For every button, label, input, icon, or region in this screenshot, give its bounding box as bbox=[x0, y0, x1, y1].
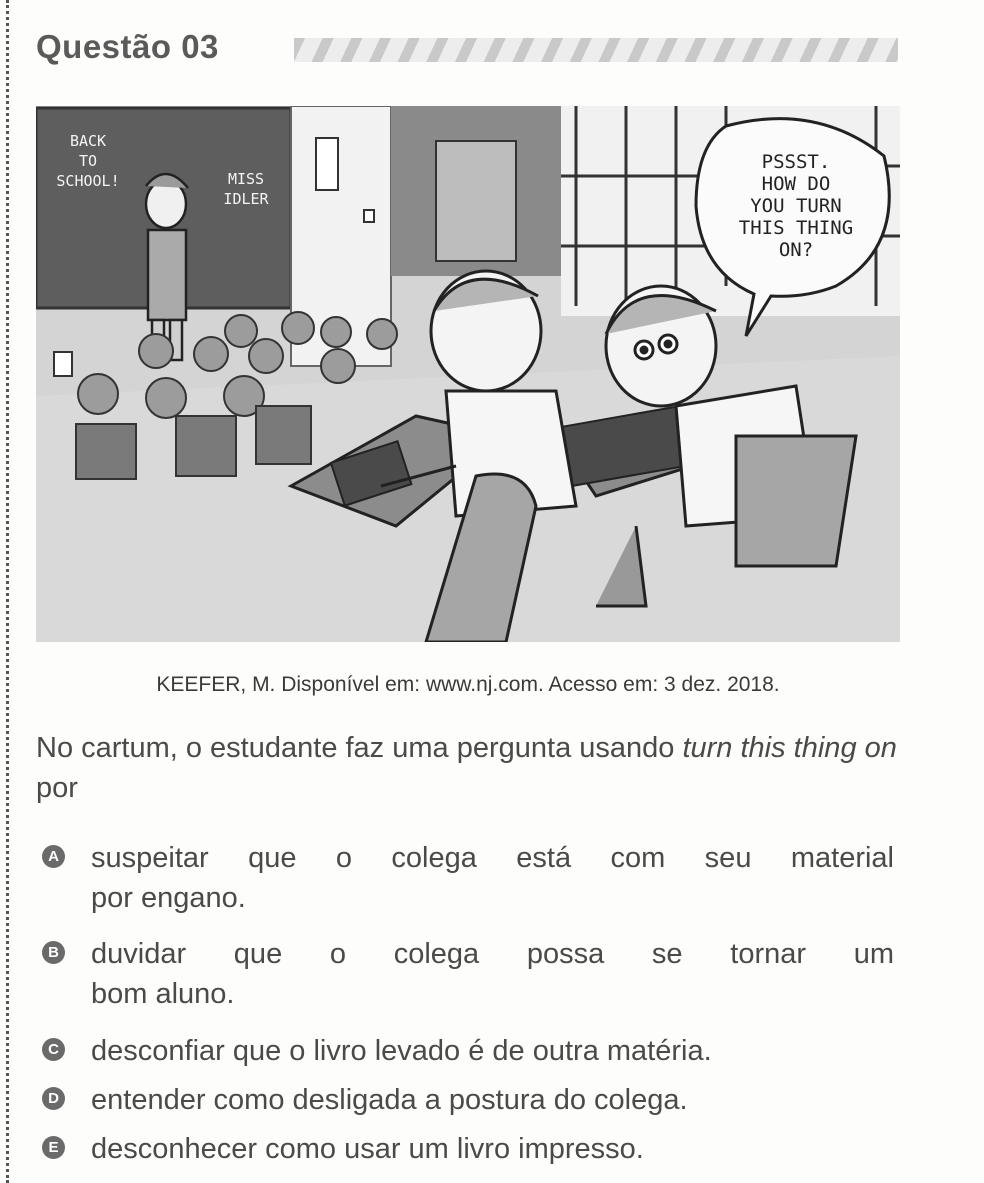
option-e[interactable] bbox=[36, 1129, 900, 1169]
option-c[interactable] bbox=[36, 1031, 900, 1071]
board-left-line-3: SCHOOL! bbox=[56, 172, 120, 190]
option-a-text bbox=[91, 838, 894, 918]
prompt-text: No cartum, o estudante faz uma pergunta usando bbox=[36, 732, 683, 764]
option-e-text: desconhecer como usar um livro impresso. bbox=[91, 1133, 644, 1165]
dotted-margin-line bbox=[6, 0, 9, 1183]
option-b-text bbox=[91, 934, 894, 1014]
option-b-line-1: duvidar que o colega possa se tornar um bbox=[91, 938, 894, 970]
bubble-line-2: HOW DO bbox=[761, 173, 831, 195]
cartoon-source-citation: KEEFER, M. Disponível em: www.nj.com. Acesso em: 3 dez. 2018. bbox=[156, 673, 780, 696]
option-b-letter-icon: B bbox=[42, 941, 65, 964]
bubble-line-5: ON? bbox=[778, 239, 814, 261]
option-b[interactable] bbox=[36, 934, 900, 1014]
option-a-line-1: suspeitar que o colega está com seu material bbox=[91, 842, 894, 874]
question-title: Questão 03 bbox=[36, 28, 219, 65]
option-c-text: desconfiar que o livro levado é de outra matéria. bbox=[91, 1035, 712, 1067]
option-d-text: entender como desligada a postura do colega. bbox=[91, 1084, 688, 1116]
bubble-line-3: YOU TURN bbox=[750, 195, 842, 217]
option-e-letter-icon: E bbox=[42, 1136, 65, 1159]
board-right-line-1: MISS bbox=[227, 170, 265, 188]
board-left-line-1: BACK bbox=[69, 132, 107, 150]
prompt-text-end: por bbox=[36, 772, 78, 804]
question-header bbox=[36, 22, 906, 78]
option-a-letter-icon: A bbox=[42, 845, 65, 868]
bubble-line-4: THIS THING bbox=[738, 217, 854, 239]
option-c-letter-icon: C bbox=[42, 1038, 65, 1061]
option-a-line-2: por engano. bbox=[91, 882, 246, 914]
decorative-stripe bbox=[294, 38, 898, 62]
option-d[interactable] bbox=[36, 1080, 900, 1120]
question-prompt bbox=[36, 728, 900, 808]
prompt-italic-phrase: turn this thing on bbox=[682, 732, 897, 764]
cartoon-illustration bbox=[36, 106, 900, 642]
option-a[interactable] bbox=[36, 838, 900, 918]
option-b-line-2: bom aluno. bbox=[91, 978, 235, 1010]
board-right-line-2: IDLER bbox=[223, 190, 269, 208]
board-left-line-2: TO bbox=[78, 152, 98, 170]
option-d-letter-icon: D bbox=[42, 1087, 65, 1110]
bubble-line-1: PSSST. bbox=[761, 151, 831, 173]
